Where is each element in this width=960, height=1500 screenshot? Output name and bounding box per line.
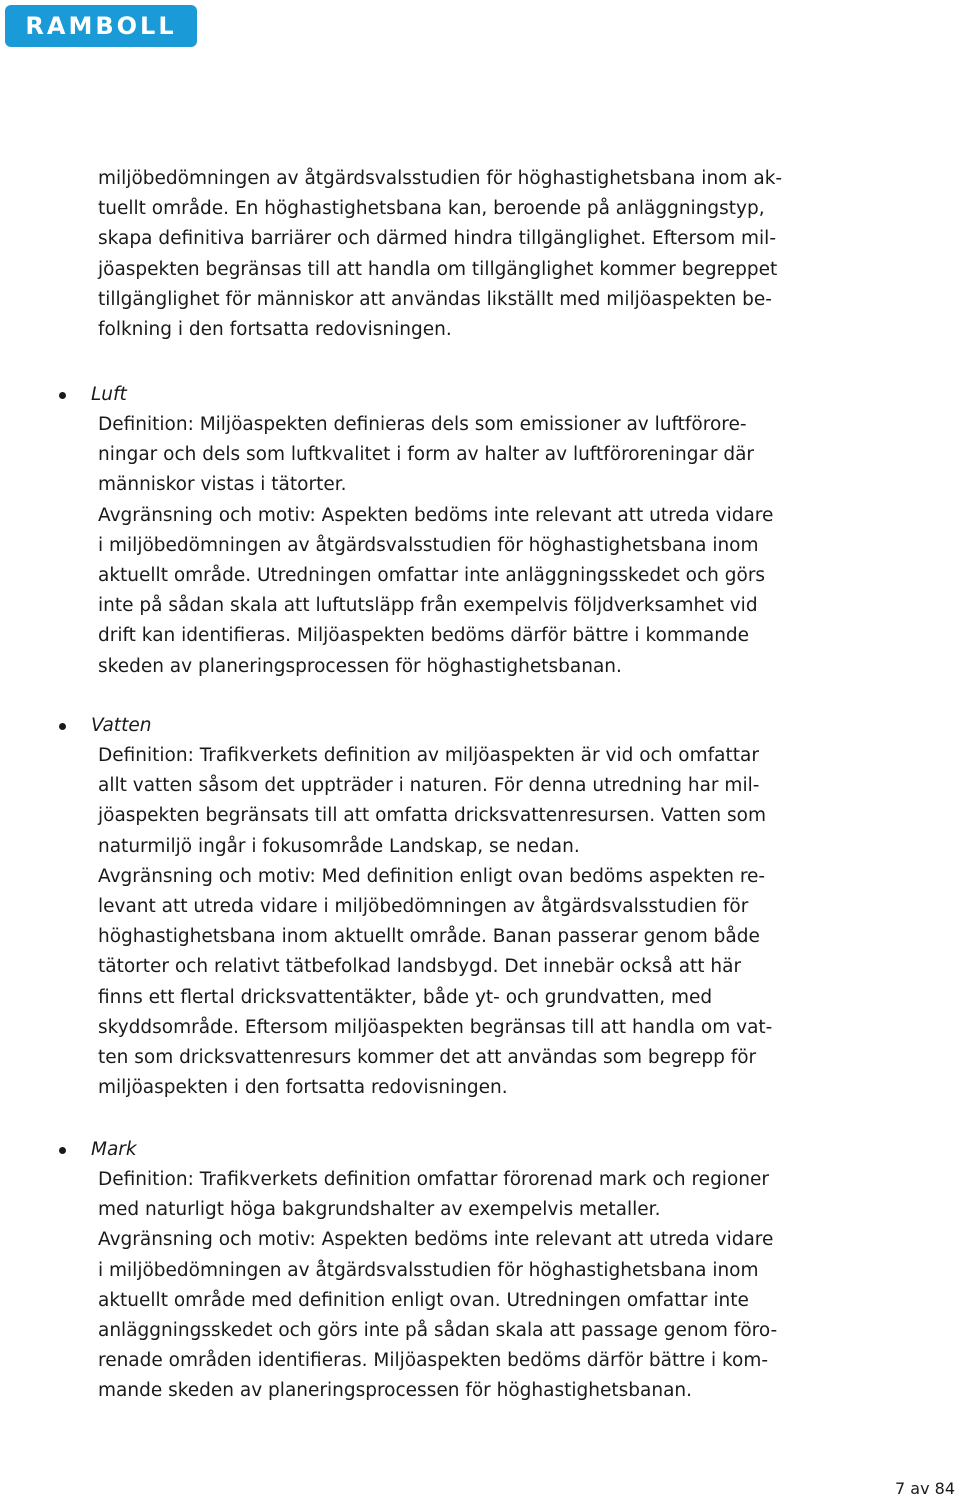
text-line: ningar och dels som luftkvalitet i form av halter av luftföroreningar där [98, 444, 755, 466]
text-line: Definition: Trafikverkets definition av miljöaspekten är vid och omfattar [98, 745, 759, 766]
bullet-icon [59, 723, 66, 730]
text-line: miljöaspekten i den fortsatta redovisningen. [98, 1077, 508, 1099]
text-line: jöaspekten begränsats till att omfatta dricksvattenresursen. Vatten som [98, 805, 766, 827]
section-heading: Luft [91, 384, 127, 405]
text-line: ten som dricksvattenresurs kommer det att användas som begrepp för [98, 1047, 757, 1069]
text-line: miljöbedömningen av åtgärdsvalsstudien för höghastighetsbana inom ak- [98, 168, 783, 189]
text-line: Definition: Miljöaspekten definieras dels som emissioner av luftförore- [98, 414, 747, 435]
text-line: tuellt område. En höghastighetsbana kan, beroende på anläggningstyp, [98, 198, 765, 220]
text-line: tätorter och relativt tätbefolkad landsbygd. Det innebär också att här [98, 956, 742, 978]
text-line: i miljöbedömningen av åtgärdsvalsstudien för höghastighetsbana inom [98, 1259, 759, 1281]
ramboll-logo [5, 5, 197, 47]
section-body [98, 741, 838, 1103]
text-line: allt vatten såsom det uppträder i naturen. För denna utredning har mil- [98, 775, 760, 797]
section-body [98, 1165, 838, 1407]
text-line: höghastighetsbana inom aktuellt område. Banan passerar genom både [98, 926, 760, 948]
text-line: människor vistas i tätorter. [98, 474, 347, 496]
section-heading: Vatten [91, 715, 152, 736]
text-line: renade områden identifieras. Miljöaspekten bedöms därför bättre i kom- [98, 1350, 769, 1372]
text-line: Definition: Trafikverkets definition omfattar förorenad mark och regioner [98, 1169, 769, 1190]
text-line: Avgränsning och motiv: Med definition enligt ovan bedöms aspekten re- [98, 865, 766, 887]
logo-text: RAMBOLL [25, 12, 177, 40]
text-line: aktuellt område. Utredningen omfattar inte anläggningsskedet och görs [98, 565, 766, 587]
text-line: folkning i den fortsatta redovisningen. [98, 319, 452, 341]
text-line: skapa definitiva barriärer och därmed hindra tillgänglighet. Eftersom mil- [98, 228, 776, 250]
section-heading: Mark [91, 1139, 137, 1160]
text-line: anläggningsskedet och görs inte på sådan skala att passage genom föro- [98, 1320, 778, 1342]
text-line: inte på sådan skala att luftutsläpp från exempelvis följdverksamhet vid [98, 595, 758, 617]
bullet-icon [59, 392, 66, 399]
text-line: tillgänglighet för människor att användas likställt med miljöaspekten be- [98, 288, 772, 310]
text-line: Avgränsning och motiv: Aspekten bedöms inte relevant att utreda vidare [98, 1229, 774, 1251]
text-line: drift kan identifieras. Miljöaspekten bedöms därför bättre i kommande [98, 625, 750, 647]
text-line: levant att utreda vidare i miljöbedömningen av åtgärdsvalsstudien för [98, 896, 749, 918]
text-line: finns ett flertal dricksvattentäkter, både yt- och grundvatten, med [98, 986, 713, 1008]
page-number: 7 av 84 [895, 1479, 955, 1498]
text-line: Avgränsning och motiv: Aspekten bedöms inte relevant att utreda vidare [98, 504, 774, 526]
text-line: mande skeden av planeringsprocessen för höghastighetsbanan. [98, 1380, 693, 1402]
section-body [98, 410, 838, 682]
text-line: jöaspekten begränsas till att handla om tillgänglighet kommer begreppet [98, 258, 778, 280]
intro-paragraph [98, 164, 828, 345]
text-line: naturmiljö ingår i fokusområde Landskap, se nedan. [98, 835, 580, 857]
bullet-icon [59, 1147, 66, 1154]
text-line: skyddsområde. Eftersom miljöaspekten begränsas till att handla om vat- [98, 1016, 773, 1038]
text-line: skeden av planeringsprocessen för höghastighetsbanan. [98, 655, 622, 677]
text-line: i miljöbedömningen av åtgärdsvalsstudien för höghastighetsbana inom [98, 534, 759, 556]
text-line: aktuellt område med definition enligt ovan. Utredningen omfattar inte [98, 1289, 749, 1311]
text-line: med naturligt höga bakgrundshalter av exempelvis metaller. [98, 1199, 661, 1221]
